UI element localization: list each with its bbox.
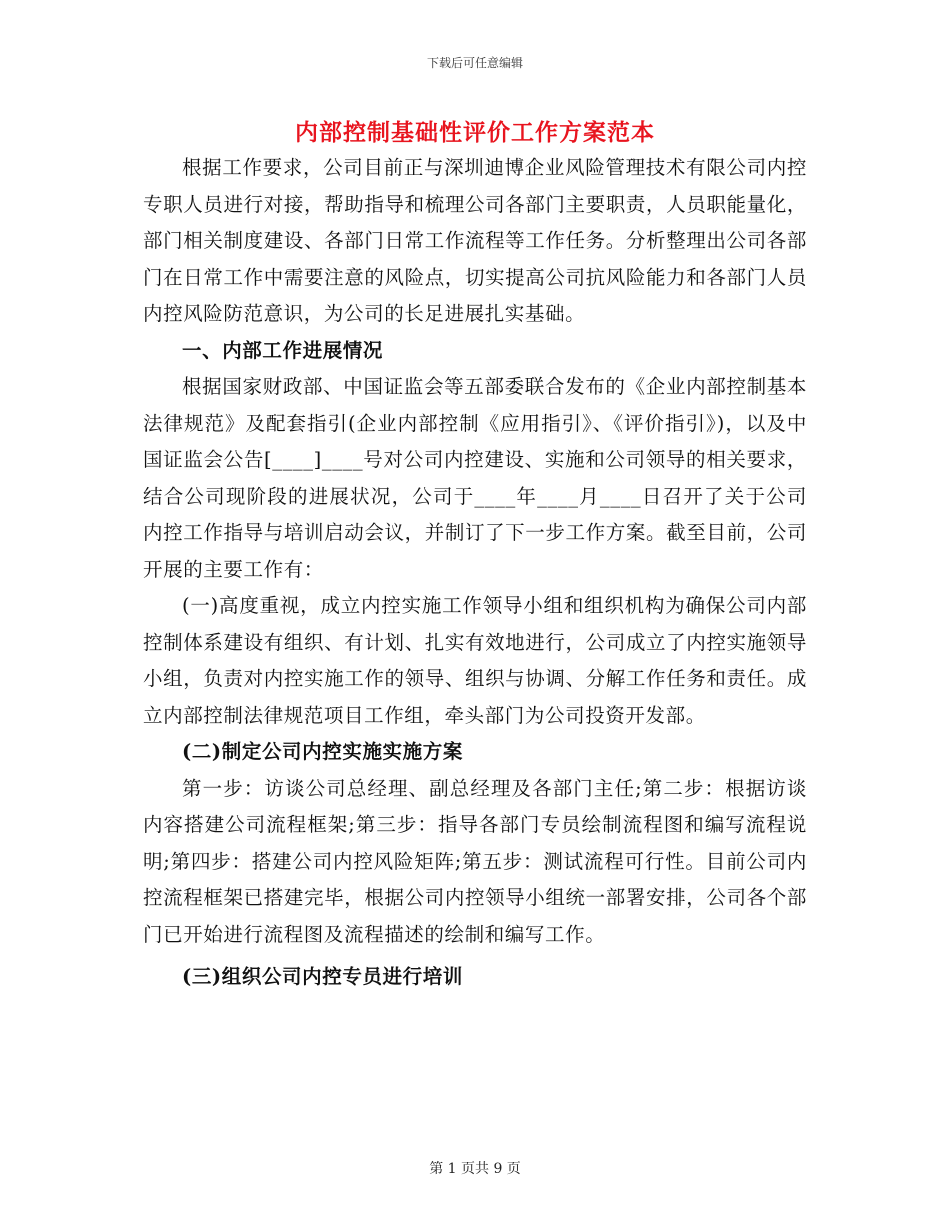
- item-3-heading: (三)组织公司内控专员进行培训: [182, 965, 463, 988]
- steps-paragraph: 第一步：访谈公司总经理、副总经理及各部门主任;第二步：根据访谈内容搭建公司流程框架;第三步：指导各部门专员绘制流程图和编写流程说明;第四步：搭建公司内控风险矩阵;第五步：测试流程可行性。目前公司内控流程框架已搭建完毕，根据公司内控领导小组统一部署安排，公司各个部门已开始进行流程图及流程描述的绘制和编写工作。: [143, 776, 807, 946]
- page-number: 第 1 页共 9 页: [429, 1161, 521, 1177]
- item-2-heading: (二)制定公司内控实施实施方案: [182, 740, 463, 763]
- section-heading-progress: 一、内部工作进展情况: [182, 338, 384, 362]
- document-title: 内部控制基础性评价工作方案范本: [295, 119, 655, 146]
- header-note: 下载后可任意编辑: [426, 56, 523, 70]
- document-body: [143, 150, 807, 996]
- intro-paragraph: 根据工作要求，公司目前正与深圳迪博企业风险管理技术有限公司内控专职人员进行对接，帮助指导和梳理公司各部门主要职责，人员职能量化，部门相关制度建设、各部门日常工作流程等工作任务。分析整理出公司各部门在日常工作中需要注意的风险点，切实提高公司抗风险能力和各部门人员内控风险防范意识，为公司的长足进展扎实基础。: [143, 156, 807, 325]
- item-1-paragraph: (一)高度重视，成立内控实施工作领导小组和组织机构为确保公司内部控制体系建设有组织、有计划、扎实有效地进行，公司成立了内控实施领导小组，负责对内控实施工作的领导、组织与协调、分解工作任务和责任。成立内部控制法律规范项目工作组，牵头部门为公司投资开发部。: [143, 594, 807, 727]
- progress-paragraph: 根据国家财政部、中国证监会等五部委联合发布的《企业内部控制基本法律规范》及配套指引(企业内部控制《应用指引》、《评价指引》)，以及中国证监会公告[____]____号对公司内控建设、实施和公司领导的相关要求，结合公司现阶段的进展状况，公司于____年____月____日召开了关于公司内控工作指导与培训启动会议，并制订了下一步工作方案。截至目前，公司开展的主要工作有：: [143, 375, 807, 581]
